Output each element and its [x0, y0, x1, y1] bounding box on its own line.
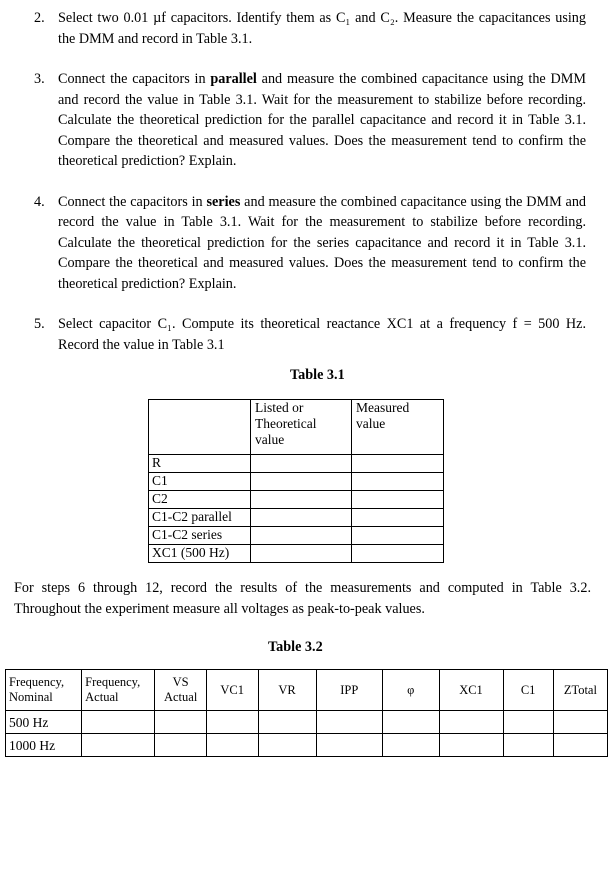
- table-cell: [82, 711, 155, 734]
- table-row: [149, 491, 444, 509]
- table-cell: [383, 711, 439, 734]
- table-cell: [316, 734, 383, 757]
- header-xc1: XC1: [439, 670, 503, 711]
- step-5-text: Select capacitor C₁. Compute its theoretical reactance XC1 at a frequency f = 500 Hz. Record the value in Table 3.1: [58, 316, 586, 353]
- procedure-steps: [30, 8, 586, 355]
- table-row: [6, 711, 608, 734]
- step-2-number: 2.: [34, 10, 45, 26]
- table-cell-theoretical: [251, 545, 352, 563]
- table-cell-measured: [352, 455, 444, 473]
- table-3-1: [148, 399, 444, 563]
- table-3-1-row-label: C1: [149, 473, 251, 491]
- table-3-1-row-label: C1-C2 parallel: [149, 509, 251, 527]
- table-cell: [155, 711, 206, 734]
- header-vc1: VC1: [206, 670, 258, 711]
- step-5: [30, 314, 586, 355]
- table-cell: [503, 734, 553, 757]
- table-3-1-row-label: C1-C2 series: [149, 527, 251, 545]
- header-frequency-actual: Frequency, Actual: [82, 670, 155, 711]
- table-cell: [553, 711, 607, 734]
- step-2-text: Select two 0.01 µf capacitors. Identify them as C₁ and C₂. Measure the capacitances using the DMM and record in Table 3.1.: [58, 10, 586, 47]
- table-3-1-row-label: R: [149, 455, 251, 473]
- step-3-bold-parallel: parallel: [210, 71, 257, 87]
- step-4-bold-series: series: [206, 193, 241, 210]
- table-cell: [439, 734, 503, 757]
- table-3-1-header-measured: Measured value: [352, 400, 444, 455]
- header-phi: φ: [383, 670, 439, 711]
- step-2: [30, 8, 586, 49]
- table-3-1-row-label: XC1 (500 Hz): [149, 545, 251, 563]
- step-3-number: 3.: [34, 71, 45, 87]
- table-3-2-caption: Table 3.2: [268, 639, 323, 655]
- table-cell-theoretical: [251, 491, 352, 509]
- table-3-2: [5, 669, 608, 757]
- header-frequency-nominal: Frequency, Nominal: [6, 670, 82, 711]
- step-3: [30, 69, 586, 172]
- table-cell-measured: [352, 491, 444, 509]
- header-ipp: IPP: [316, 670, 383, 711]
- header-vs-actual: VS Actual: [155, 670, 206, 711]
- step-3-text-before: Connect the capacitors in: [58, 71, 211, 87]
- table-cell: [439, 711, 503, 734]
- table-3-2-header-row: [6, 670, 608, 711]
- table-cell-measured: [352, 545, 444, 563]
- table-cell: [258, 734, 316, 757]
- step-4-number: 4.: [34, 193, 45, 210]
- table-cell-theoretical: [251, 509, 352, 527]
- table-cell: [503, 711, 553, 734]
- table-cell: [553, 734, 607, 757]
- header-c1: C1: [503, 670, 553, 711]
- step-5-number: 5.: [34, 316, 45, 332]
- header-vr: VR: [258, 670, 316, 711]
- table-cell-measured: [352, 473, 444, 491]
- step-4-text-after: and measure the combined capacitance using the DMM and record the value in Table 3.1. Wait for the measurement to stabilize before recording. Calculate the theoretical prediction for the series capacitance and record it in Table 3.1. Compare the theoretical and measured values. Does the measurement tend to confirm the theoretical prediction? Explain.: [58, 193, 587, 292]
- step-4: [30, 192, 586, 295]
- row-frequency-label: 500 Hz: [6, 711, 82, 734]
- table-cell-theoretical: [251, 455, 352, 473]
- table-cell-measured: [352, 509, 444, 527]
- table-row: [149, 473, 444, 491]
- table-3-1-row-label: C2: [149, 491, 251, 509]
- step-3-text-after: and measure the combined capacitance using the DMM and record the value in Table 3.1. Wait for the measurement to stabilize before recording. Calculate the theoretical prediction for the parallel capacitance and record it in Table 3.1. Compare the theoretical and measured values. Does the measurement tend to confirm the theoretical prediction? Explain.: [58, 71, 586, 169]
- table-3-1-header-theoretical: Listed or Theoretical value: [251, 400, 352, 455]
- table-cell: [206, 711, 258, 734]
- table-row: [149, 455, 444, 473]
- table-3-1-caption: Table 3.1: [290, 367, 345, 383]
- table-cell-theoretical: [251, 527, 352, 545]
- table-row: [6, 734, 608, 757]
- table-cell: [383, 734, 439, 757]
- table-3-1-header-row: [149, 400, 444, 455]
- table-3-1-header-empty: [149, 400, 251, 455]
- table-cell-theoretical: [251, 473, 352, 491]
- header-ztotal: ZTotal: [553, 670, 607, 711]
- table-cell: [82, 734, 155, 757]
- table-row: [149, 545, 444, 563]
- instructions-paragraph: For steps 6 through 12, record the results of the measurements and computed in Table 3.2. Throughout the experiment measure all voltages as peak-to-peak values.: [14, 580, 591, 617]
- table-cell: [155, 734, 206, 757]
- row-frequency-label: 1000 Hz: [6, 734, 82, 757]
- table-cell: [206, 734, 258, 757]
- table-row: [149, 509, 444, 527]
- table-row: [149, 527, 444, 545]
- table-cell: [258, 711, 316, 734]
- table-cell-measured: [352, 527, 444, 545]
- table-cell: [316, 711, 383, 734]
- step-4-text-before: Connect the capacitors in: [58, 193, 207, 210]
